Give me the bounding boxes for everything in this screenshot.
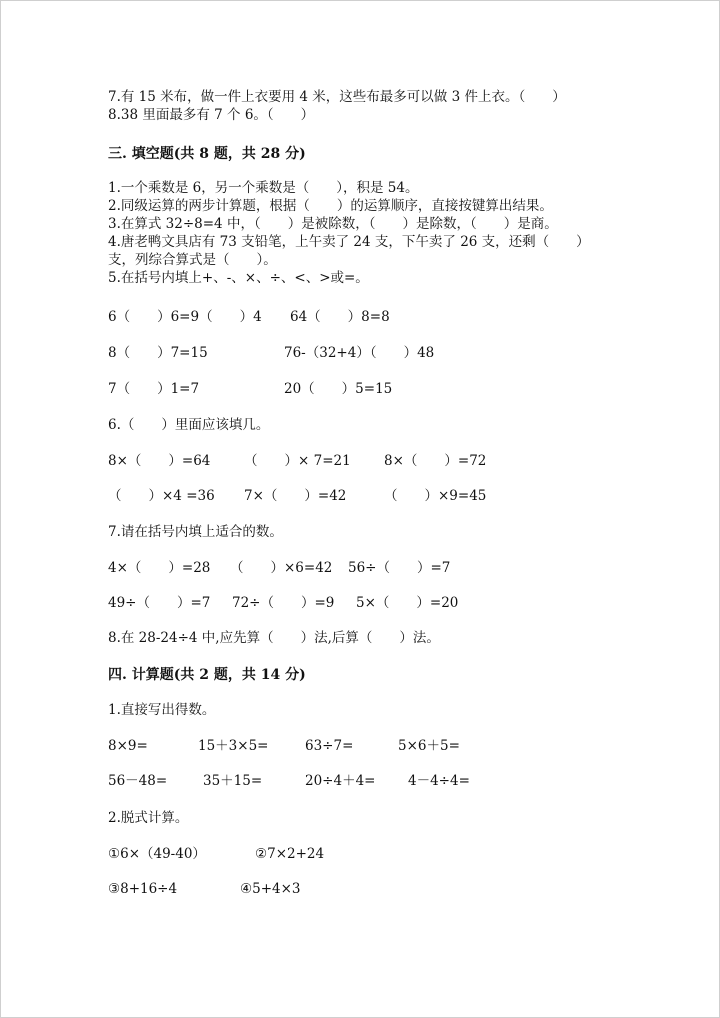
section-4-heading: 四. 计算题(共 2 题，共 14 分) [108,667,306,683]
expr-row-4-a: 8×（ ）=64 [108,453,211,469]
expr-row-7-a: 49÷（ ）=7 [108,595,211,611]
section-3-heading: 三. 填空题(共 8 题，共 28 分) [108,146,306,162]
stepwise-d: ④5+4×3 [240,881,301,897]
expr-row-7-b: 72÷（ ）=9 [232,595,335,611]
calc-row-1-a: 8×9= [108,738,148,754]
expr-row-5-b: 7×（ ）=42 [244,488,347,504]
fill-question-8: 8.在 28-24÷4 中,应先算（ ）法,后算（ ）法。 [108,630,440,646]
fill-question-7: 7.请在括号内填上适合的数。 [108,524,283,540]
stepwise-a: ①6×（49-40） [108,846,206,862]
expr-row-7-c: 5×（ ）=20 [356,595,459,611]
expr-row-1-a: 6（ ）6=9（ ）4 [108,309,262,325]
calc-row-2-c: 20÷4＋4= [305,773,376,789]
calc-row-1-c: 63÷7= [305,738,354,754]
expr-row-3-a: 7（ ）1=7 [108,381,200,397]
expr-row-2-b: 76-（32+4）（ ）48 [284,345,435,361]
expr-row-6-c: 56÷（ ）=7 [348,560,451,576]
calc-row-2-b: 35＋15= [203,773,263,789]
expr-row-4-c: 8×（ ）=72 [384,453,487,469]
calc-question-1: 1.直接写出得数。 [108,702,216,718]
expr-row-5-a: （ ）×4 =36 [108,488,215,504]
expr-row-5-c: （ ）×9=45 [384,488,487,504]
expr-row-2-a: 8（ ）7=15 [108,345,208,361]
calc-row-1-d: 5×6＋5= [398,738,460,754]
stepwise-b: ②7×2+24 [255,846,325,862]
fill-question-1: 1.一个乘数是 6，另一个乘数是（ ），积是 54。 [108,180,419,196]
expr-row-1-b: 64（ ）8=8 [290,309,390,325]
fill-question-3: 3.在算式 32÷8=4 中，（ ）是被除数，（ ）是除数，（ ）是商。 [108,216,558,232]
question-7: 7.有 15 米布，做一件上衣要用 4 米，这些布最多可以做 3 件上衣。（ ） [108,89,566,105]
expr-row-6-b: （ ）×6=42 [230,560,333,576]
expr-row-4-b: （ ）× 7=21 [244,453,351,469]
calc-question-2: 2.脱式计算。 [108,810,189,826]
fill-question-4-cont: 支，列综合算式是（ ）。 [108,252,277,268]
expr-row-3-b: 20（ ）5=15 [284,381,393,397]
question-8: 8.38 里面最多有 7 个 6。（ ） [108,107,315,123]
fill-question-6: 6.（ ）里面应该填几。 [108,417,270,433]
fill-question-5: 5.在括号内填上+、-、×、÷、<、>或=。 [108,270,369,286]
fill-question-4: 4.唐老鸭文具店有 73 支铅笔，上午卖了 24 支，下午卖了 26 支，还剩（ ） [108,234,590,250]
stepwise-c: ③8+16÷4 [108,881,178,897]
calc-row-1-b: 15＋3×5= [198,738,269,754]
calc-row-2-d: 4－4÷4= [408,773,470,789]
expr-row-6-a: 4×（ ）=28 [108,560,211,576]
fill-question-2: 2.同级运算的两步计算题，根据（ ）的运算顺序，直接按键算出结果。 [108,198,553,214]
calc-row-2-a: 56－48= [108,773,168,789]
